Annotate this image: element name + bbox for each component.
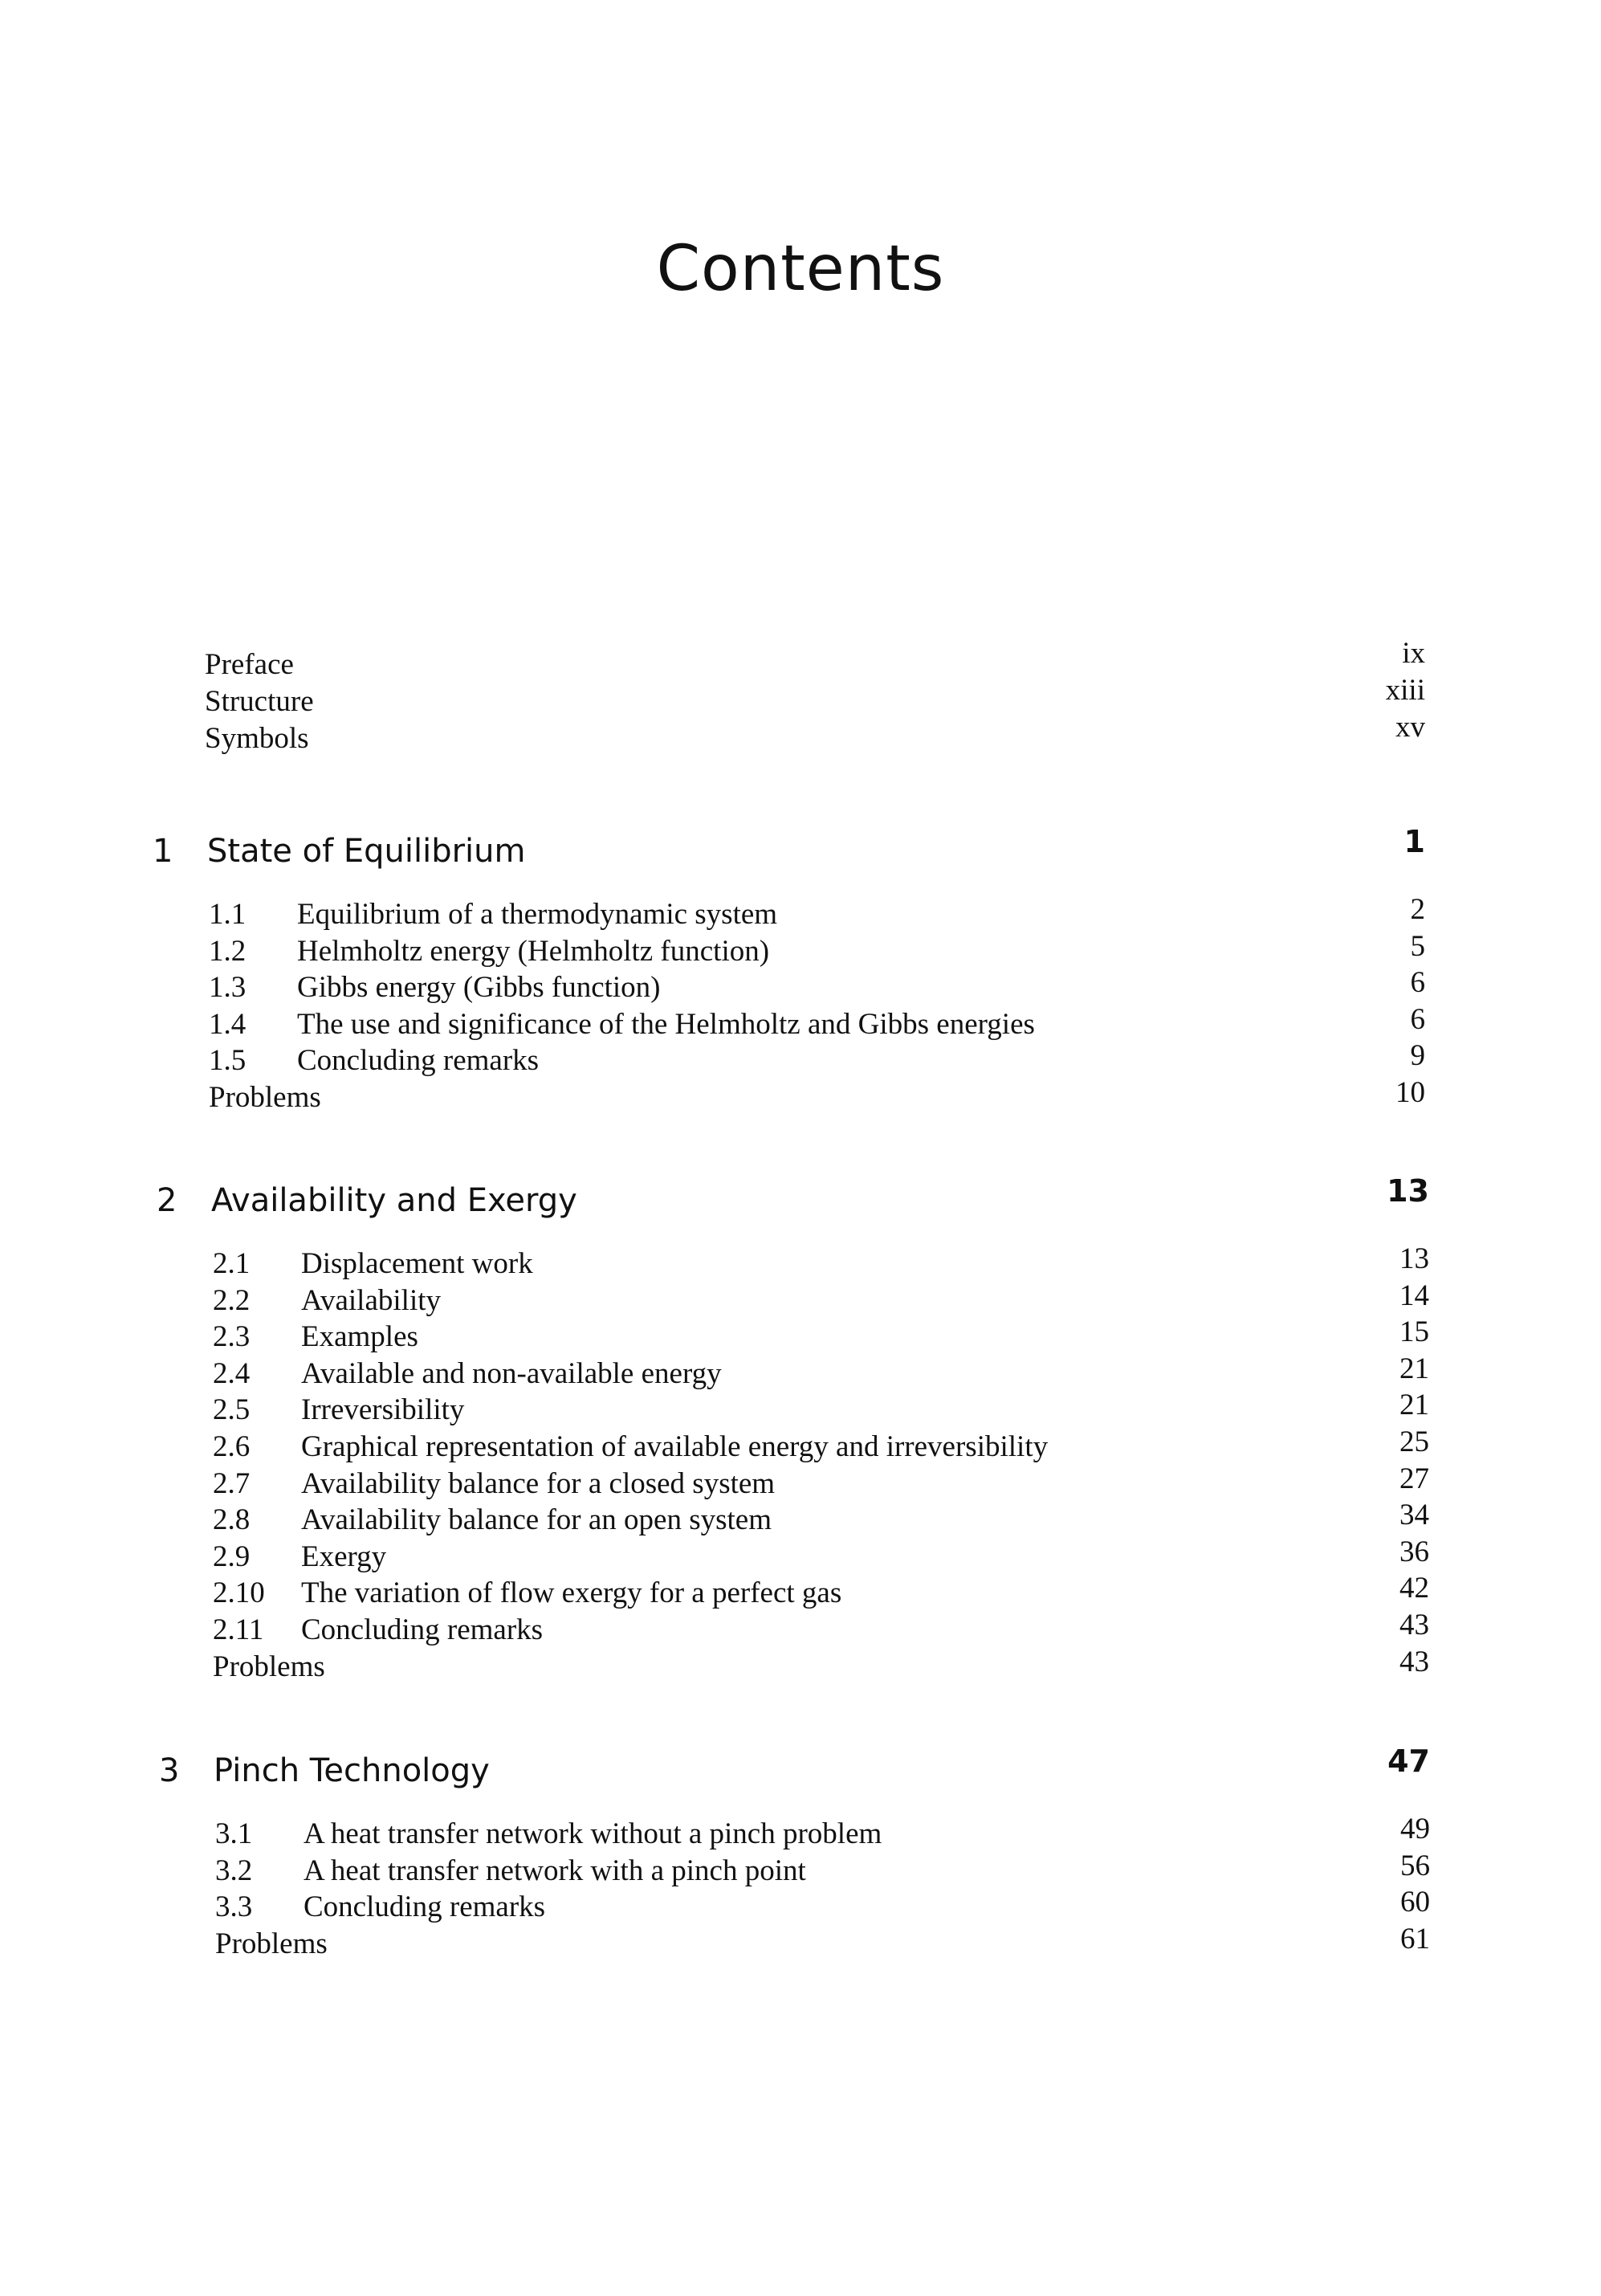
section-entry[interactable] xyxy=(157,1352,1429,1393)
toc-entry-label: Structure xyxy=(205,685,314,718)
section-page: 25 xyxy=(1399,1425,1429,1458)
toc-entry-page: ix xyxy=(1402,637,1425,670)
section-number: 2.5 xyxy=(213,1393,251,1427)
section-title: Concluding remarks xyxy=(303,1890,546,1924)
section-number: 2.4 xyxy=(213,1356,251,1390)
section-title: Examples xyxy=(301,1320,418,1354)
chapter-title: State of Equilibrium xyxy=(207,833,526,870)
chapter-heading[interactable] xyxy=(153,824,1425,896)
toc-entry-structure[interactable] xyxy=(205,674,1425,720)
section-number: 3.3 xyxy=(215,1890,253,1924)
section-page: 13 xyxy=(1399,1242,1429,1275)
section-title: Equilibrium of a thermodynamic system xyxy=(297,898,778,931)
section-entry[interactable] xyxy=(157,1242,1429,1283)
problems-page: 43 xyxy=(1399,1645,1429,1678)
section-entry[interactable] xyxy=(157,1389,1429,1429)
section-entry[interactable] xyxy=(153,893,1425,933)
problems-entry[interactable] xyxy=(157,1645,1429,1686)
section-title: Availability balance for an open system xyxy=(301,1503,772,1537)
section-title: Displacement work xyxy=(301,1247,533,1280)
problems-label: Problems xyxy=(213,1650,325,1683)
section-title: Graphical representation of available energy and irreversibility xyxy=(301,1429,1049,1463)
chapter-2 xyxy=(157,1173,1429,1685)
section-title: Concluding remarks xyxy=(297,1044,540,1078)
section-page: 34 xyxy=(1399,1499,1429,1532)
section-page: 49 xyxy=(1400,1813,1430,1845)
section-page: 36 xyxy=(1399,1535,1429,1568)
chapter-page: 13 xyxy=(1387,1173,1429,1209)
section-title: Availability xyxy=(301,1283,441,1317)
section-number: 2.1 xyxy=(213,1247,251,1280)
chapter-number: 1 xyxy=(153,833,173,870)
section-entry[interactable] xyxy=(157,1462,1429,1503)
problems-page: 61 xyxy=(1400,1922,1430,1955)
section-title: A heat transfer network without a pinch problem xyxy=(303,1817,882,1850)
section-entry[interactable] xyxy=(157,1315,1429,1356)
section-number: 1.5 xyxy=(209,1044,246,1078)
section-page: 43 xyxy=(1399,1608,1429,1641)
section-entry[interactable] xyxy=(159,1886,1430,1926)
section-number: 3.1 xyxy=(215,1817,253,1850)
section-page: 27 xyxy=(1399,1462,1429,1495)
section-title: Helmholtz energy (Helmholtz function) xyxy=(297,934,770,968)
chapter-page: 1 xyxy=(1403,824,1425,859)
toc-entry-page: xv xyxy=(1395,711,1425,744)
problems-entry[interactable] xyxy=(153,1075,1425,1116)
section-number: 1.1 xyxy=(209,898,246,931)
chapter-1 xyxy=(153,824,1425,1116)
section-entry[interactable] xyxy=(157,1425,1429,1466)
problems-label: Problems xyxy=(209,1080,321,1114)
section-number: 2.2 xyxy=(213,1283,251,1317)
section-number: 2.3 xyxy=(213,1320,251,1354)
toc-entry-symbols[interactable] xyxy=(205,711,1425,757)
chapter-heading[interactable] xyxy=(157,1173,1429,1246)
section-number: 3.2 xyxy=(215,1854,253,1887)
section-number: 2.10 xyxy=(213,1576,265,1610)
page-title: Contents xyxy=(656,233,945,305)
chapter-heading[interactable] xyxy=(159,1743,1430,1816)
section-entry[interactable] xyxy=(153,929,1425,970)
section-title: The variation of flow exergy for a perfect gas xyxy=(301,1576,842,1610)
section-page: 5 xyxy=(1410,929,1425,963)
section-entry[interactable] xyxy=(159,1813,1430,1853)
problems-entry[interactable] xyxy=(159,1922,1430,1963)
toc-entry-label: Preface xyxy=(205,648,294,681)
chapter-number: 3 xyxy=(159,1752,180,1789)
section-title: The use and significance of the Helmholtz and Gibbs energies xyxy=(297,1007,1035,1041)
chapter-title: Pinch Technology xyxy=(214,1752,490,1789)
front-matter-list xyxy=(205,637,1425,757)
section-entry[interactable] xyxy=(157,1279,1429,1319)
section-number: 2.8 xyxy=(213,1503,251,1537)
section-page: 14 xyxy=(1399,1279,1429,1312)
section-entry[interactable] xyxy=(159,1849,1430,1890)
chapter-number: 2 xyxy=(157,1182,177,1219)
section-page: 60 xyxy=(1400,1886,1430,1919)
section-page: 21 xyxy=(1399,1389,1429,1422)
section-title: Available and non-available energy xyxy=(301,1356,722,1390)
problems-page: 10 xyxy=(1395,1075,1425,1109)
section-title: Availability balance for a closed system xyxy=(301,1466,776,1500)
section-entry[interactable] xyxy=(157,1535,1429,1576)
chapter-page: 47 xyxy=(1387,1743,1430,1779)
section-number: 2.6 xyxy=(213,1429,251,1463)
section-title: Exergy xyxy=(301,1540,387,1573)
section-entry[interactable] xyxy=(153,966,1425,1006)
section-page: 2 xyxy=(1410,893,1425,926)
problems-label: Problems xyxy=(215,1927,328,1960)
section-title: A heat transfer network with a pinch point xyxy=(303,1854,806,1887)
section-number: 2.11 xyxy=(213,1613,264,1646)
toc-entry-preface[interactable] xyxy=(205,637,1425,683)
section-page: 6 xyxy=(1410,966,1425,1000)
section-entry[interactable] xyxy=(153,1002,1425,1043)
section-number: 2.9 xyxy=(213,1540,251,1573)
section-entry[interactable] xyxy=(153,1039,1425,1079)
section-number: 1.4 xyxy=(209,1007,246,1041)
chapter-3 xyxy=(159,1743,1430,1962)
section-number: 1.3 xyxy=(209,971,246,1005)
section-page: 21 xyxy=(1399,1352,1429,1385)
section-number: 1.2 xyxy=(209,934,246,968)
section-number: 2.7 xyxy=(213,1466,251,1500)
section-page: 6 xyxy=(1410,1002,1425,1036)
section-entry[interactable] xyxy=(157,1608,1429,1649)
toc-entry-page: xiii xyxy=(1385,674,1425,707)
section-page: 42 xyxy=(1399,1572,1429,1605)
section-title: Gibbs energy (Gibbs function) xyxy=(297,971,661,1005)
chapter-title: Availability and Exergy xyxy=(211,1182,577,1219)
section-entry[interactable] xyxy=(157,1572,1429,1612)
section-entry[interactable] xyxy=(157,1499,1429,1539)
section-page: 15 xyxy=(1399,1315,1429,1349)
section-page: 9 xyxy=(1410,1039,1425,1073)
toc-entry-label: Symbols xyxy=(205,722,309,755)
section-title: Concluding remarks xyxy=(301,1613,544,1646)
section-title: Irreversibility xyxy=(301,1393,465,1427)
section-page: 56 xyxy=(1400,1849,1430,1882)
